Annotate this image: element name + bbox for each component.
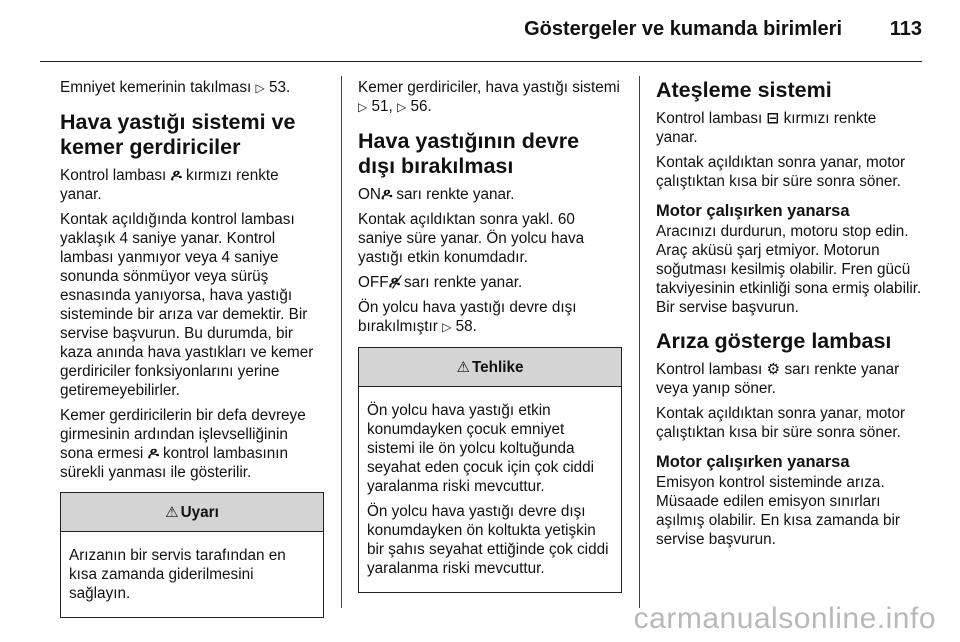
engine-icon: ⚙ (766, 361, 781, 378)
column-2 (358, 78, 622, 593)
column-1 (60, 78, 324, 618)
header-rule (40, 61, 922, 62)
subheading: Motor çalışırken yanarsa (656, 453, 850, 471)
ref-link-51[interactable]: 51, (371, 98, 393, 115)
paragraph: ONዶ sarı renkte yanar. (358, 186, 515, 203)
danger-box-body: Ön yolcu hava yastığı etkin konumdayken çocuk emniyet sistemi ile ön yolcu koltuğunda seyahat eden çocuk için çok ciddi yaralanma riski mevcuttur. Ön yolcu hava yastığı devre dışı konumdayken ön koltukta yetişkin bir şahıs seyahat ettiğinde çok ciddi yaralanma riski mevcuttur. (367, 402, 609, 577)
subheading: Motor çalışırken yanarsa (656, 202, 850, 220)
warning-triangle-icon: ⚠ (456, 358, 470, 376)
page-header (0, 0, 960, 62)
column-3 (656, 78, 922, 555)
paragraph: OFFዶ̸ sarı renkte yanar. (358, 274, 523, 291)
paragraph: Kontak açıldıktan sonra yakl. 60 saniye süre yanar. Ön yolcu hava yastığı etkin konumdadır. (358, 211, 585, 266)
danger-box-header: ⚠ Tehlike (359, 348, 621, 387)
paragraph: Emisyon kontrol sisteminde arıza. Müsaade edilen emisyon sınırları aşılmış olabilir. En kısa zamanda bir servise başvurun. (656, 474, 901, 548)
airbag-on-icon: ዶ (380, 186, 393, 203)
airbag-off-icon: ዶ̸ (388, 274, 400, 291)
section-heading-airbag-deactivation: Hava yastığının devre dışı bırakılması (358, 129, 580, 178)
paragraph: Kontrol lambası ⊟ kırmızı renkte yanar. (656, 110, 877, 146)
paragraph: Aracınızı durdurun, motoru stop edin. Araç aküsü şarj etmiyor. Motorun soğutması kesilmiş olabilir. Fren gücü takviyesinin etkinliği sona ermiş olabilir. Bir servise başvurun. (656, 223, 922, 316)
paragraph: Kontak açıldıktan sonra yanar, motor çalıştıktan kısa bir süre sonra söner. (656, 405, 906, 441)
ref-link-58[interactable]: 58. (455, 318, 477, 335)
arrow-reference-icon: ▷ (442, 320, 452, 334)
column-divider-1 (341, 76, 342, 608)
paragraph: Kontak açıldıktan sonra yanar, motor çalıştıktan kısa bir süre sonra söner. (656, 154, 906, 190)
arrow-reference-icon: ▷ (255, 81, 265, 95)
seatbelt-ref-line: Emniyet kemerinin takılması ▷ 53. (60, 79, 291, 96)
section-heading-ignition: Ateşleme sistemi (656, 78, 832, 102)
battery-icon: ⊟ (766, 110, 780, 127)
section-heading-airbag: Hava yastığı sistemi ve kemer gerdiriciler (60, 110, 296, 159)
header-title: Göstergeler ve kumanda birimleri (524, 18, 842, 40)
paragraph: Kontak açıldığında kontrol lambası yaklaşık 4 saniye yanar. Kontrol lambası yanmıyor veya 4 saniye sonunda sönmüyor veya sürüş esnasında yanıyorsa, hava yastığı sisteminde bir arıza var demektir. Bir servise başvurun. Bu durumda, bir kaza anında hava yastıkları ve kemer gerdiriciler fonksiyonlarını yerine getiremeyebilirler. (60, 211, 314, 399)
paragraph: Kontrol lambası ዶ kırmızı renkte yanar. (60, 167, 279, 203)
warning-triangle-icon: ⚠ (165, 503, 179, 521)
airbag-seat-icon: ዶ (170, 167, 182, 184)
arrow-reference-icon: ▷ (358, 100, 368, 114)
ref-link-53[interactable]: 53. (269, 79, 291, 96)
section-heading-malfunction: Arıza gösterge lambası (656, 329, 892, 353)
warning-box-header: ⚠ Uyarı (61, 493, 323, 532)
watermark: carmanualsonline.info (633, 602, 936, 635)
danger-box (358, 347, 622, 593)
page-number: 113 (889, 18, 922, 40)
warning-box-body: Arızanın bir servis tarafından en kısa zamanda giderilmesini sağlayın. (69, 547, 286, 602)
arrow-reference-icon: ▷ (397, 100, 407, 114)
paragraph: Kemer gerdiriciler, hava yastığı sistemi ▷ 51, ▷ 56. (358, 79, 620, 115)
column-divider-2 (639, 76, 640, 608)
warning-box (60, 492, 324, 618)
paragraph: Ön yolcu hava yastığı devre dışı bırakılmıştır ▷ 58. (358, 299, 577, 335)
ref-link-56[interactable]: 56. (410, 98, 432, 115)
airbag-seat-icon: ዶ (147, 445, 159, 462)
paragraph: Kontrol lambası ⚙ sarı renkte yanar veya yanıp söner. (656, 361, 900, 397)
paragraph: Kemer gerdiricilerin bir defa devreye girmesinin ardından işlevselliğinin sona ermesi ዶ kontrol lambasının sürekli yanması ile gösterilir. (60, 407, 306, 481)
